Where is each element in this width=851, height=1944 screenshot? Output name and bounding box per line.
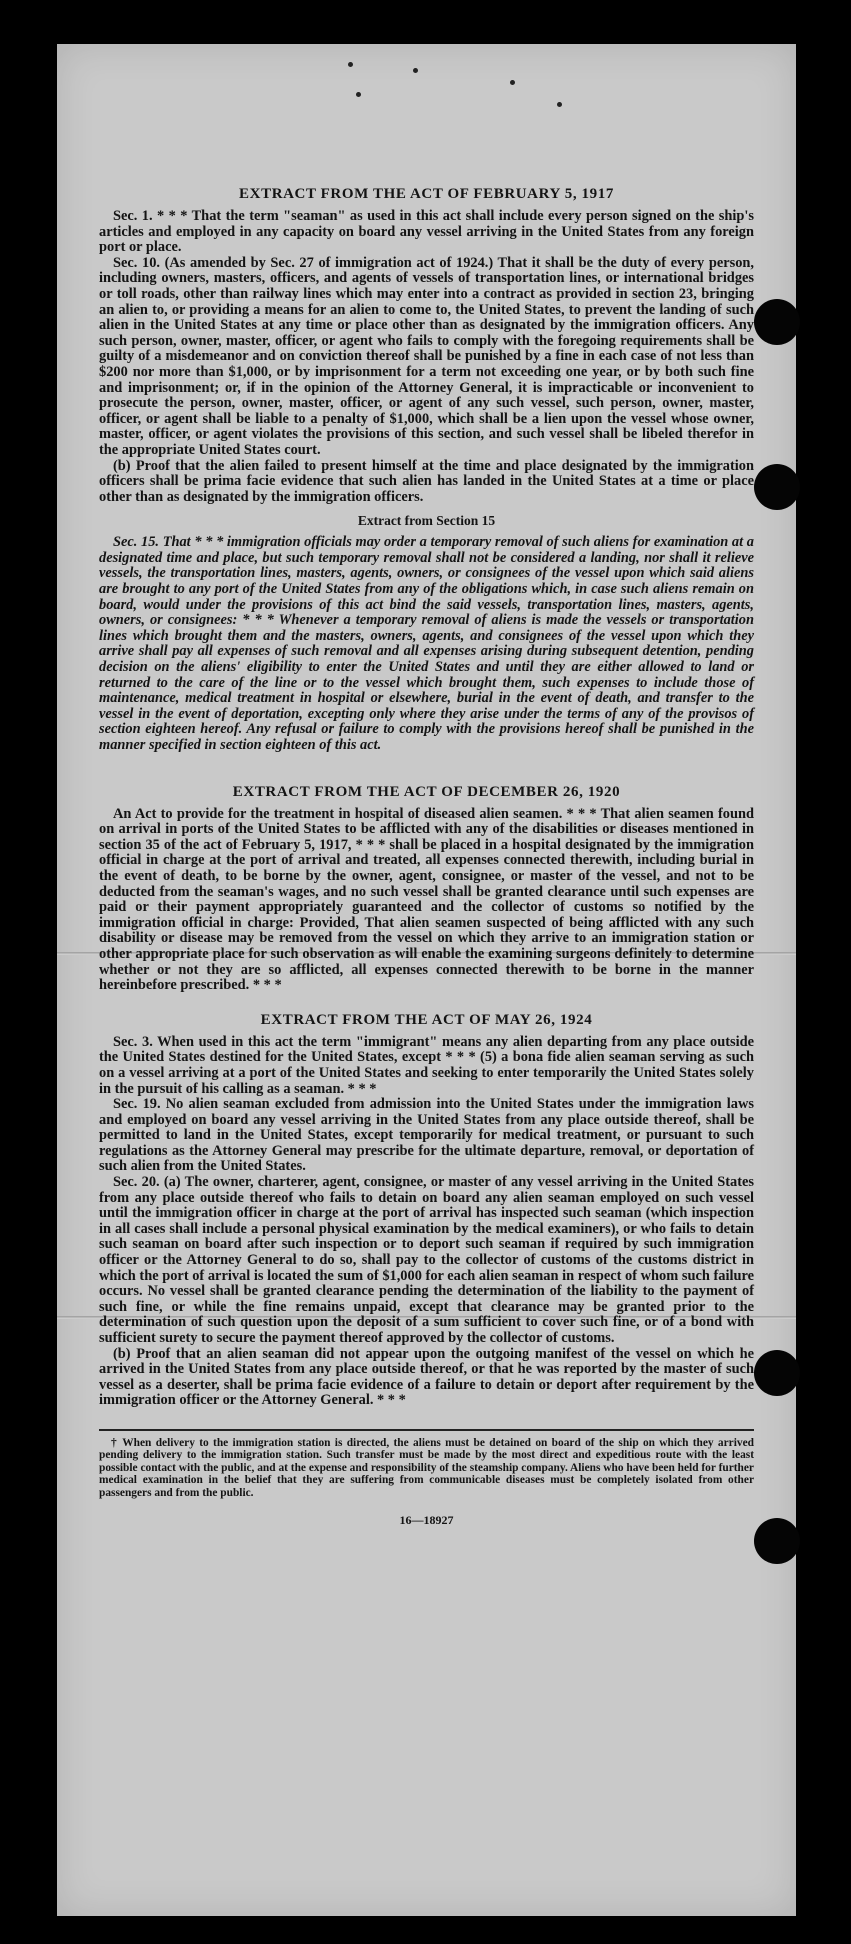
footnote — [99, 1437, 754, 1499]
form-number: 16—18927 — [399, 1513, 454, 1527]
punch-hole — [754, 1350, 800, 1396]
ink-speck — [356, 92, 361, 97]
section-act-1924 — [99, 1012, 754, 1409]
ink-speck — [348, 62, 353, 67]
heading-act-1917: EXTRACT FROM THE ACT OF FEBRUARY 5, 1917 — [239, 186, 614, 202]
heading-act-1924: EXTRACT FROM THE ACT OF MAY 26, 1924 — [260, 1011, 593, 1028]
punch-hole — [754, 299, 800, 345]
heading-section-15: Extract from Section 15 — [357, 513, 496, 529]
ink-speck — [557, 102, 562, 107]
section-1-paragraph: Sec. 1. * * * That the term "seaman" as used in this act shall include every person signed on the ship's articles and employed in any capacity on board any vessel arriving in the United States from any foreign port or place. — [99, 208, 754, 256]
heading-act-1920: EXTRACT FROM THE ACT OF DECEMBER 26, 1920 — [232, 783, 621, 800]
section-3-paragraph: Sec. 3. When used in this act the term "immigrant" means any alien departing from any place outside the United States destined for the United States, except * * * (5) a bona fide alien seaman serving as such on a vessel arriving at a port of the United States and seeking to enter temporarily the United States solely in the pursuit of his calling as a seaman. * * * — [99, 1033, 754, 1097]
section-10b-paragraph: (b) Proof that the alien failed to present himself at the time and place designated by the immigration officers shall be prima facie evidence that such alien has landed in the United States at a time or place other than as designated by the immigration officers. — [99, 457, 754, 505]
footnote-divider — [99, 1429, 754, 1431]
footnote-text: † When delivery to the immigration station is directed, the aliens must be detained on board of the ship on which they arrived pending delivery to the immigration station. Such transfer must be made by the most direct and expeditious route with the least possible contact with the public, and at the expense and responsibility of the steamship company. Aliens who have been held for further medical examination in the belief that they are suffering from communicable diseases must be completely isolated from other passengers and from the public. — [99, 1436, 754, 1499]
section-15-paragraph: Sec. 15. That * * * immigration officials may order a temporary removal of such aliens for examination at a designated time and place, but such temporary removal shall not be considered a landing, nor shall it relieve vessels, the transportation lines, masters, agents, owners, or consignees of the vessel upon which said aliens are brought to any port of the United States from any of the obligations which, in case such aliens remain on board, would under the provisions of this act bind the said vessels, transportation lines, masters, agents, owners, or consignees: * * * Whenever a temporary removal of aliens is made the vessels or transportation lines which brought them and the masters, owners, agents, and consignees of the vessel upon which they arrive shall pay all expenses of such removal and all expenses arising during subsequent detention, pending decision on the aliens' eligibility to enter the United States and until they are either allowed to land or returned to the care of the line or to the vessel which brought them, such expenses to include those of maintenance, medical treatment in hospital or elsewhere, burial in the event of death, and transfer to the vessel in the event of deportation, excepting only where they arise under the terms of any of the provisos of section eighteen hereof. Any refusal or failure to comply with the provisions hereof shall be punished in the manner specified in section eighteen of this act. — [99, 534, 754, 753]
section-act-1920 — [99, 784, 754, 994]
punch-hole — [754, 464, 800, 510]
act-1920-paragraph: An Act to provide for the treatment in hospital of diseased alien seamen. * * * That alien seamen found on arrival in ports of the United States to be afflicted with any of the disabilities or diseases mentioned in section 35 of the act of February 5, 1917, * * * shall be placed in a hospital designated by the immigration official in charge at the port of arrival and treated, all expenses connected therewith, including burial in the event of death, to be borne by the owner, agent, consignee, or master of the vessel, and not to be deducted from the seaman's wages, and no such vessel shall be granted clearance until such expenses are paid or their payment appropriately guaranteed and the collector of customs so notified by the immigration official in charge: Provided, That alien seamen suspected of being afflicted with any such disability or disease may be removed from the vessel on which they arrive to an immigration station or other appropriate place for such observation as will enable the examining surgeons definitely to determine whether or not they are so afflicted, all expenses connected therewith to be borne in the manner hereinbefore prescribed. * * * — [99, 805, 754, 994]
section-20b-paragraph: (b) Proof that an alien seaman did not appear upon the outgoing manifest of the vessel on which he arrived in the United States from any place outside thereof, or that he was reported by the master of such vessel as a deserter, shall be prima facie evidence of a failure to detain or deport after requirement by the immigration officer or the Attorney General. * * * — [99, 1345, 754, 1409]
punch-hole — [754, 1518, 800, 1564]
section-10-paragraph: Sec. 10. (As amended by Sec. 27 of immigration act of 1924.) That it shall be the duty of every person, including owners, masters, officers, and agents of vessels of transportation lines, or international bridges or toll roads, other than railway lines which may enter into a contract as provided in section 23, bringing an alien to, or providing a means for an alien to come to, the United States, to prevent the landing of such alien in the United States at any time or place other than as designated by the immigration officers. Any such person, owner, master, officer, or agent who fails to comply with the foregoing requirements shall be guilty of a misdemeanor and on conviction thereof shall be punished by a fine in each case of not less than $200 nor more than $1,000, or by imprisonment for a term not exceeding one year, or by both such fine and imprisonment; or, if in the opinion of the Attorney General, it is impracticable or inconvenient to prosecute the person, owner, master, officer, or agent of any such vessel, such person, owner, master, officer, or agent shall be liable to a penalty of $1,000, which shall be a lien upon the vessel whose owner, master, officer, or agent violates the provisions of this section, and such vessel shall be libeled therefor in the appropriate United States court. — [99, 254, 754, 458]
section-20a-paragraph: Sec. 20. (a) The owner, charterer, agent, consignee, or master of any vessel arriving in the United States from any place outside thereof who fails to detain on board any alien seaman employed on such vessel until the immigration officer in charge at the port of arrival has inspected such seaman (which inspection in all cases shall include a personal physical examination by the medical examiners), or who fails to detain such seaman on board after such inspection or to deport such seaman if required by such immigration officer or the Attorney General to do so, shall pay to the collector of customs of the customs district in which the port of arrival is located the sum of $1,000 for each alien seaman in respect of whom such failure occurs. No vessel shall be granted clearance pending the determination of the liability to the payment of such fine, or while the fine remains unpaid, except that clearance may be granted prior to the determination of such question upon the deposit of a sum sufficient to cover such fine, or of a bond with sufficient surety to secure the payment thereof approved by the collector of customs. — [99, 1174, 754, 1346]
ink-speck — [510, 80, 515, 85]
document-page — [57, 44, 796, 1916]
ink-speck — [413, 68, 418, 73]
section-19-paragraph: Sec. 19. No alien seaman excluded from admission into the United States under the immigration laws and employed on board any vessel arriving in the United States from any place outside thereof, shall be permitted to land in the United States, except temporarily for medical treatment, or pursuant to such regulations as the Attorney General may prescribe for the ultimate departure, removal, or deportation of such alien from the United States. — [99, 1096, 754, 1175]
document-body — [99, 186, 754, 1528]
